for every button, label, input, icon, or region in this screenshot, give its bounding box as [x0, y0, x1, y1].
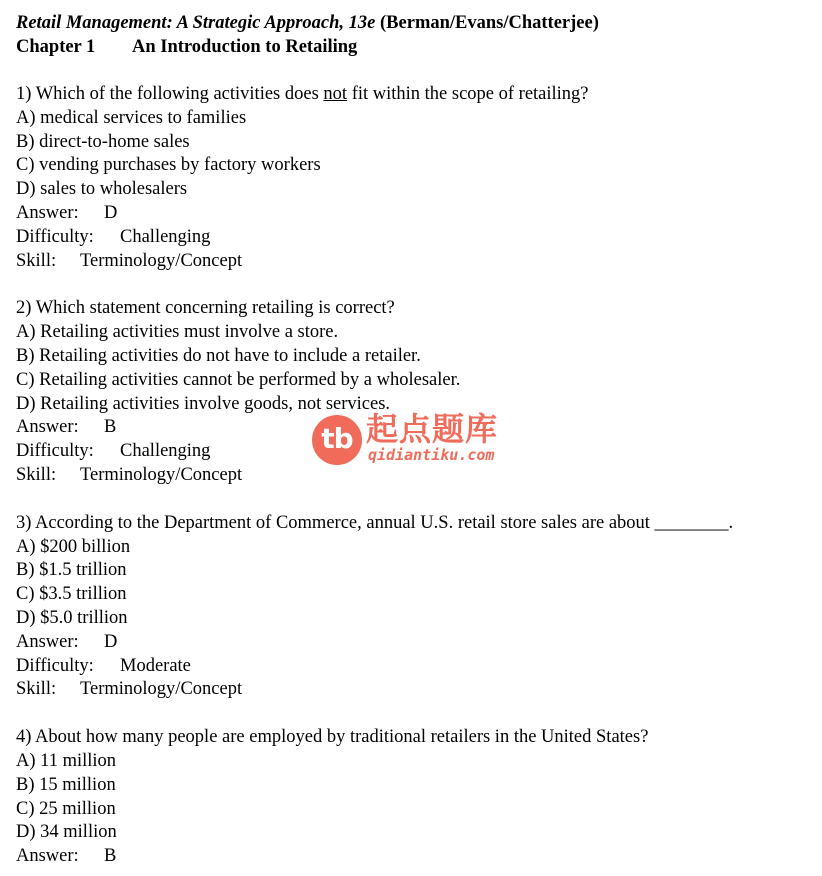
question-3 — [16, 512, 816, 702]
difficulty-value: Challenging — [120, 441, 211, 462]
answer-row — [16, 202, 816, 226]
option-b: B) Retailing activities do not have to include a retailer. — [16, 345, 421, 366]
option-c: C) Retailing activities cannot be performed by a wholesaler. — [16, 369, 461, 390]
difficulty-value: Moderate — [120, 655, 191, 676]
difficulty-label: Difficulty: — [16, 441, 94, 462]
chapter-heading — [16, 35, 816, 59]
watermark-badge-icon: tb — [312, 415, 362, 465]
difficulty-value: Challenging — [120, 226, 211, 247]
emphasis-not: not — [323, 84, 348, 104]
book-title: Retail Management: A Strategic Approach, 13e — [16, 13, 376, 33]
answer-value: D — [104, 202, 118, 223]
skill-label: Skill: — [16, 679, 57, 700]
skill-label: Skill: — [16, 464, 57, 485]
question-stem: 3) According to the Department of Commerce, annual U.S. retail store sales are about ________. — [16, 512, 734, 533]
option-c: C) 25 million — [16, 798, 116, 819]
option-a: A) medical services to families — [16, 107, 247, 128]
watermark-logo — [312, 410, 512, 467]
skill-row — [16, 250, 816, 274]
difficulty-label: Difficulty: — [16, 226, 94, 247]
option-b: B) direct-to-home sales — [16, 131, 190, 152]
option-b: B) 15 million — [16, 774, 116, 795]
watermark-chinese-text: 起点题库 — [366, 410, 499, 448]
answer-value: B — [104, 417, 117, 438]
option-c: C) vending purchases by factory workers — [16, 155, 321, 176]
answer-label: Answer: — [16, 202, 79, 223]
option-d: D) Retailing activities involve goods, not services. — [16, 393, 391, 414]
answer-row — [16, 631, 816, 655]
chapter-title: An Introduction to Retailing — [132, 37, 358, 57]
watermark-domain-text: qidiantiku.com — [368, 446, 495, 464]
question-stem: 2) Which statement concerning retailing is correct? — [16, 298, 395, 319]
document-header — [16, 11, 816, 35]
option-d: D) sales to wholesalers — [16, 179, 188, 200]
skill-value: Terminology/Concept — [80, 464, 243, 485]
chapter-number: Chapter 1 — [16, 37, 96, 57]
skill-row — [16, 464, 816, 488]
difficulty-row — [16, 226, 816, 250]
question-stem: 1) Which of the following activities does not fit within the scope of retailing? — [16, 84, 589, 104]
option-a: A) Retailing activities must involve a store. — [16, 322, 339, 343]
difficulty-row — [16, 655, 816, 679]
answer-row — [16, 845, 816, 869]
option-a: A) 11 million — [16, 750, 117, 771]
skill-label: Skill: — [16, 250, 57, 271]
answer-value: D — [104, 631, 118, 652]
answer-label: Answer: — [16, 846, 79, 867]
question-stem: 4) About how many people are employed by traditional retailers in the United States? — [16, 727, 649, 748]
question-1 — [16, 83, 816, 273]
answer-value: B — [104, 846, 117, 867]
skill-row — [16, 678, 816, 702]
option-c: C) $3.5 trillion — [16, 584, 127, 605]
book-authors: (Berman/Evans/Chatterjee) — [380, 13, 599, 33]
option-a: A) $200 billion — [16, 536, 131, 557]
difficulty-label: Difficulty: — [16, 655, 94, 676]
question-4 — [16, 726, 816, 869]
skill-value: Terminology/Concept — [80, 250, 243, 271]
option-d: D) 34 million — [16, 822, 117, 843]
answer-label: Answer: — [16, 417, 79, 438]
option-d: D) $5.0 trillion — [16, 607, 128, 628]
answer-label: Answer: — [16, 631, 79, 652]
option-b: B) $1.5 trillion — [16, 560, 127, 581]
skill-value: Terminology/Concept — [80, 679, 243, 700]
